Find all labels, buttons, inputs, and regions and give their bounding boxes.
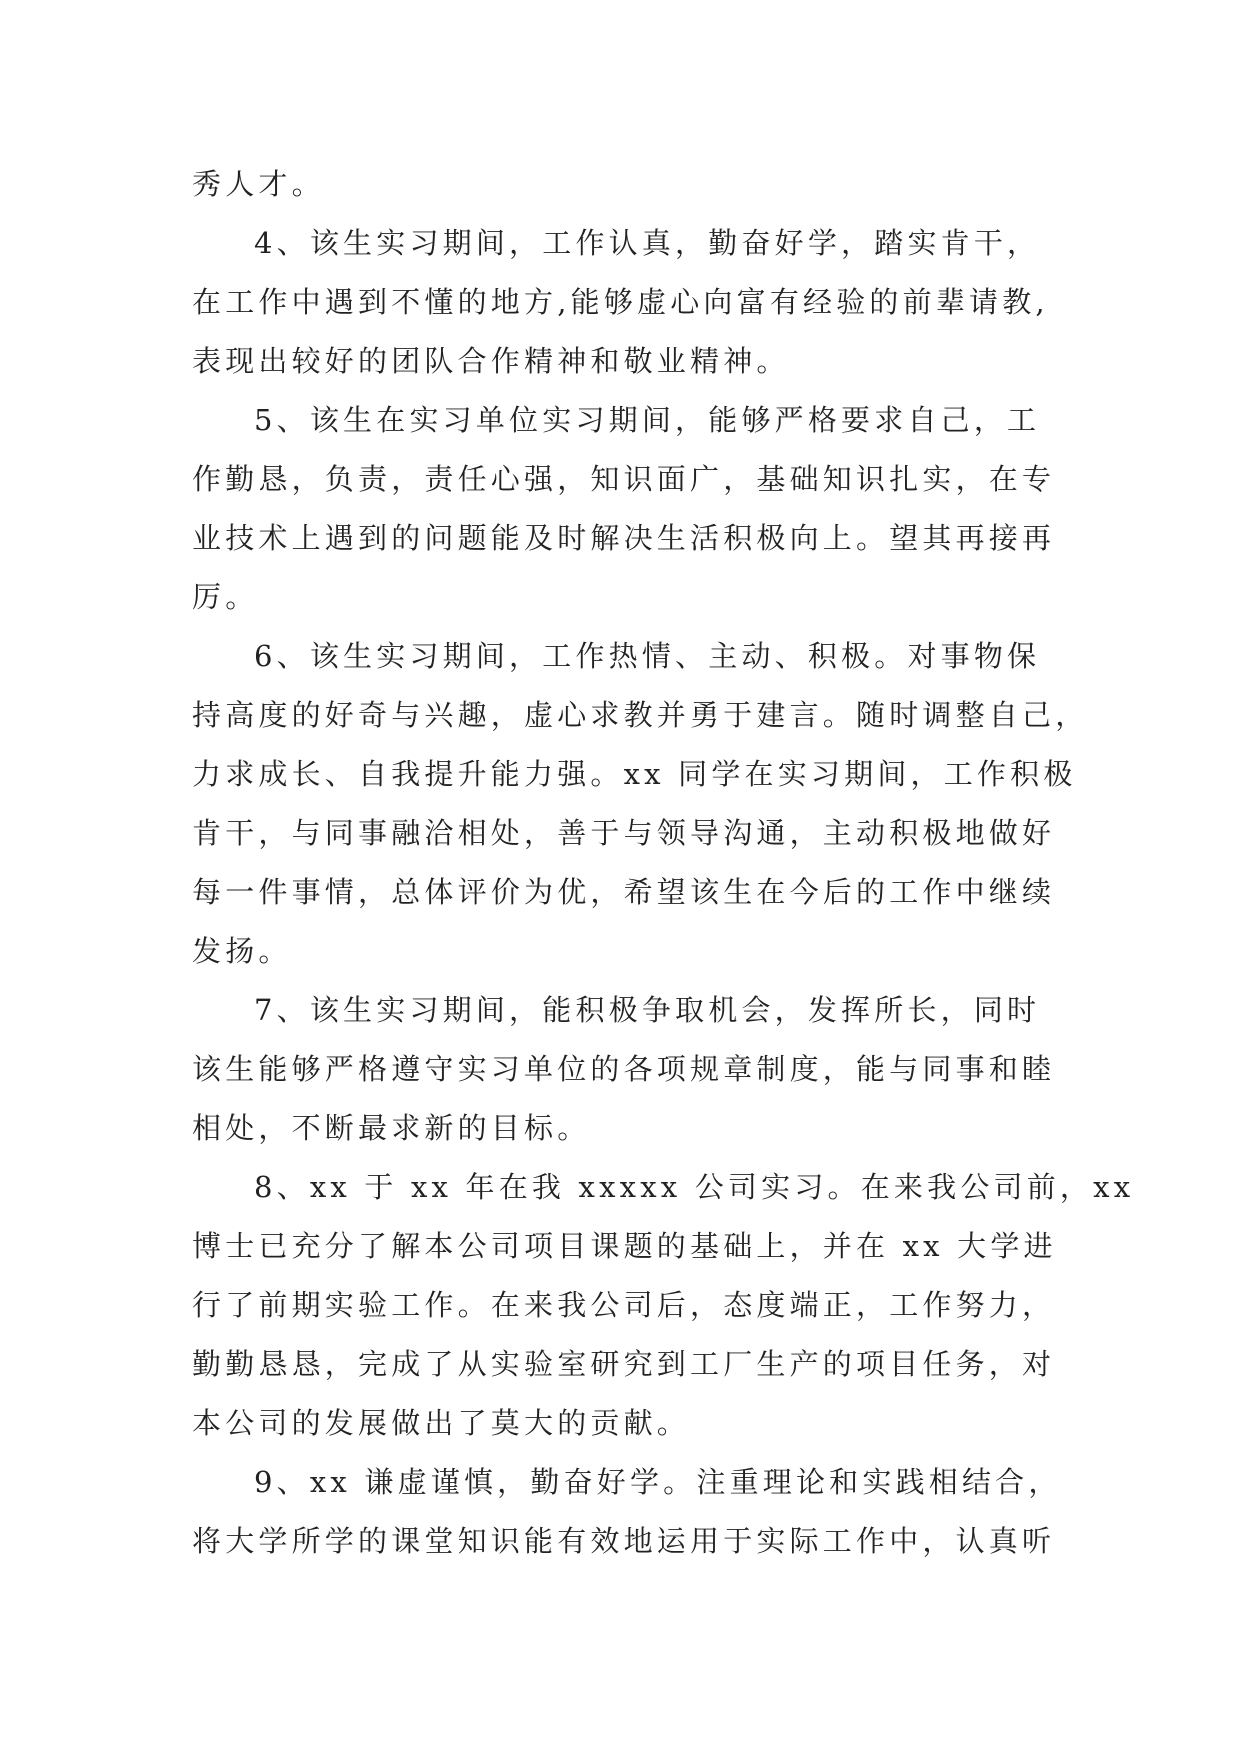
text-line: 力求成长、自我提升能力强。xx 同学在实习期间，工作积极 xyxy=(192,757,1077,791)
text-line: 肯干，与同事融洽相处，善于与领导沟通，主动积极地做好 xyxy=(192,816,1056,850)
text-line: 将大学所学的课堂知识能有效地运用于实际工作中，认真听 xyxy=(192,1524,1056,1558)
text-line: 秀人才。 xyxy=(192,167,325,201)
paragraph-8-start: 8、xx 于 xx 年在我 xxxxx 公司实习。在来我公司前，xx xyxy=(254,1170,1135,1204)
paragraph-5-start: 5、该生在实习单位实习期间，能够严格要求自己，工 xyxy=(254,403,1041,437)
text-line: 每一件事情，总体评价为优，希望该生在今后的工作中继续 xyxy=(192,875,1056,909)
text-line: 相处，不断最求新的目标。 xyxy=(192,1111,591,1145)
text-line: 发扬。 xyxy=(192,934,292,968)
text-line: 该生能够严格遵守实习单位的各项规章制度，能与同事和睦 xyxy=(192,1052,1056,1086)
paragraph-6-start: 6、该生实习期间，工作热情、主动、积极。对事物保 xyxy=(254,639,1041,673)
paragraph-4-start: 4、该生实习期间，工作认真，勤奋好学，踏实肯干， xyxy=(254,226,1041,260)
text-line: 厉。 xyxy=(192,580,259,614)
paragraph-9-start: 9、xx 谦虚谨慎，勤奋好学。注重理论和实践相结合， xyxy=(254,1465,1062,1499)
document-body xyxy=(192,155,1135,1571)
text-line: 持高度的好奇与兴趣，虚心求教并勇于建言。随时调整自己， xyxy=(192,698,1089,732)
paragraph-7-start: 7、该生实习期间，能积极争取机会，发挥所长，同时 xyxy=(254,993,1041,1027)
text-line: 行了前期实验工作。在来我公司后，态度端正，工作努力， xyxy=(192,1288,1056,1322)
text-line: 勤勤恳恳，完成了从实验室研究到工厂生产的项目任务，对 xyxy=(192,1347,1056,1381)
text-line: 表现出较好的团队合作精神和敬业精神。 xyxy=(192,344,790,378)
text-line: 本公司的发展做出了莫大的贡献。 xyxy=(192,1406,691,1440)
text-line: 业技术上遇到的问题能及时解决生活积极向上。望其再接再 xyxy=(192,521,1056,555)
text-line: 博士已充分了解本公司项目课题的基础上，并在 xx 大学进 xyxy=(192,1229,1057,1263)
text-line: 在工作中遇到不懂的地方,能够虚心向富有经验的前辈请教, xyxy=(192,285,1049,319)
text-line: 作勤恳，负责，责任心强，知识面广，基础知识扎实，在专 xyxy=(192,462,1056,496)
